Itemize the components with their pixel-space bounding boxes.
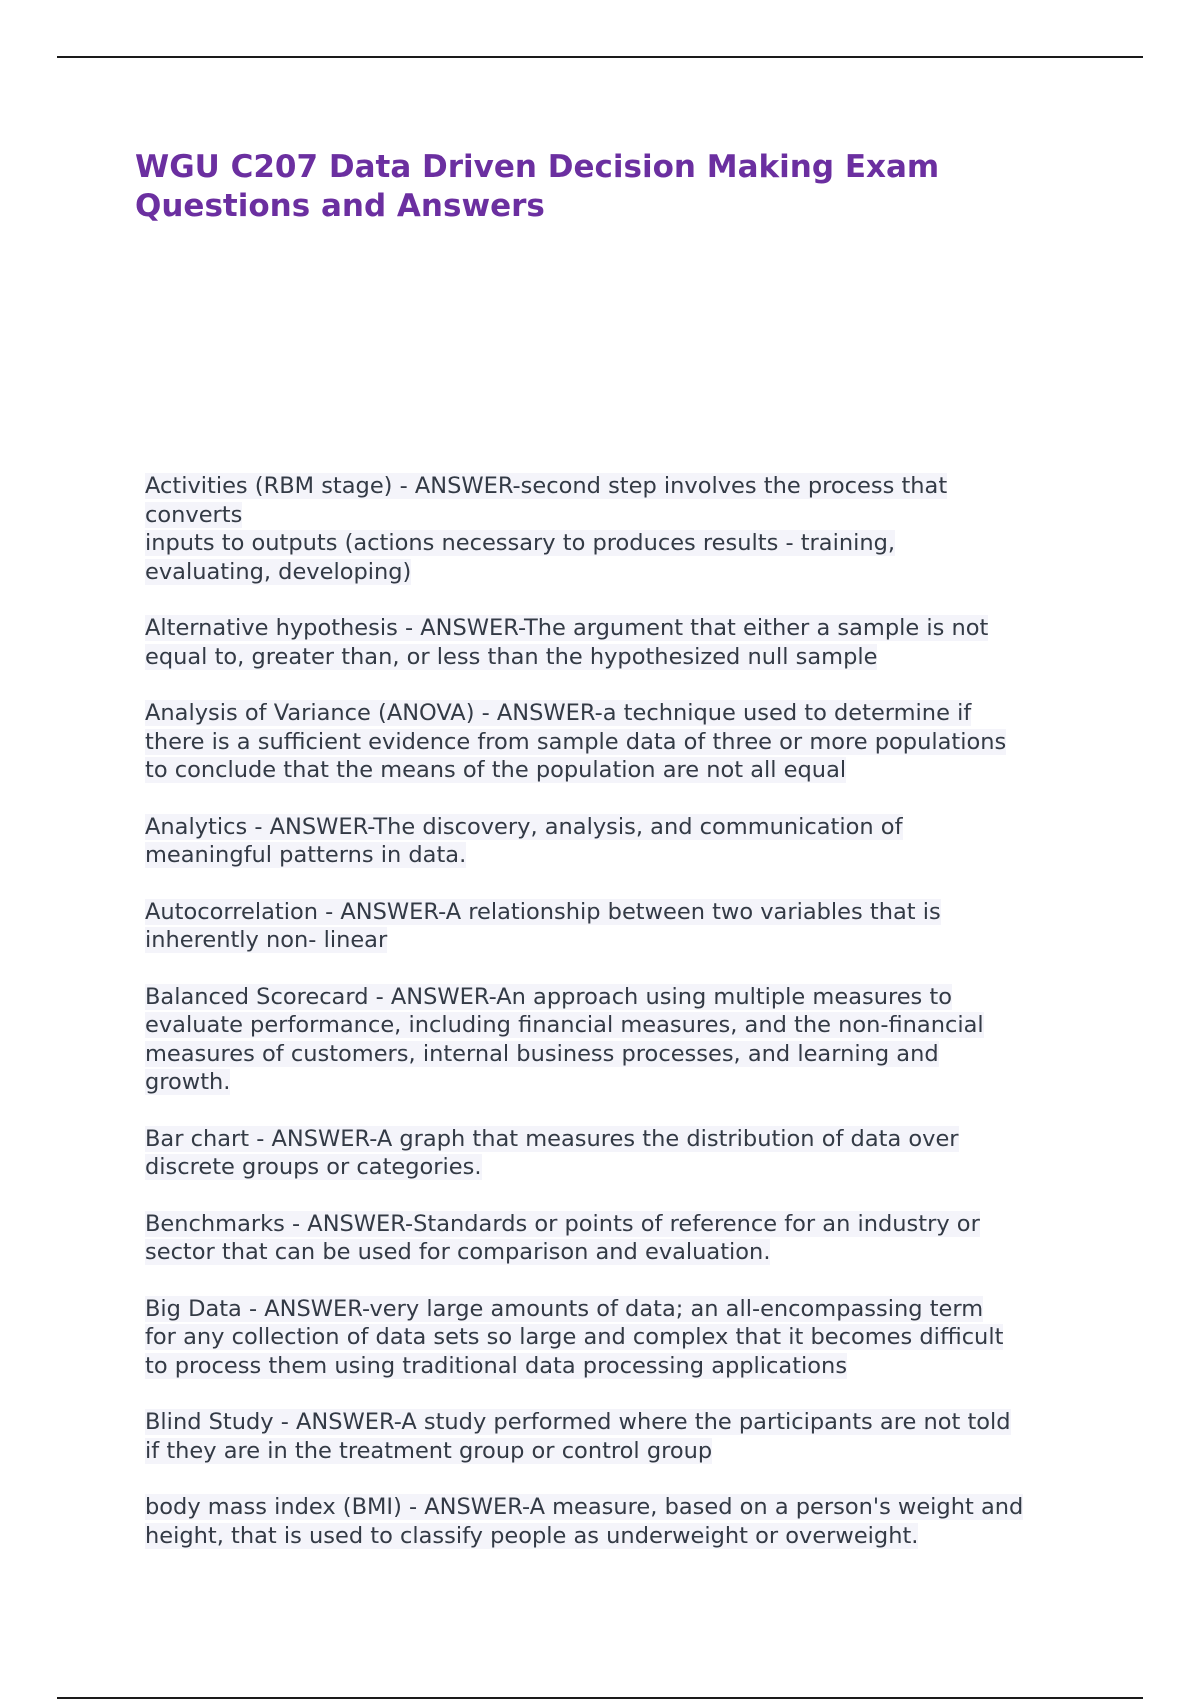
qa-entry-line [145, 1153, 1105, 1182]
bottom-rule [57, 1697, 1143, 1699]
title-line: Questions and Answers [135, 188, 545, 224]
qa-entry-line [145, 813, 1105, 842]
qa-entry-text: if they are in the treatment group or control group [145, 1437, 713, 1464]
qa-entry-text: there is a sufficient evidence from sample data of three or more populations [145, 728, 1007, 755]
qa-entry [145, 983, 1105, 1097]
qa-entry-text: Balanced Scorecard - ANSWER-An approach using multiple measures to [145, 983, 953, 1010]
qa-entry-line [145, 1125, 1105, 1154]
qa-entry-text: Benchmarks - ANSWER-Standards or points of reference for an industry or [145, 1210, 980, 1237]
qa-entry-text: inputs to outputs (actions necessary to produces results - training, [145, 530, 896, 556]
qa-entry-text: measures of customers, internal business processes, and learning and [145, 1040, 939, 1067]
qa-entry-line [145, 614, 1105, 643]
qa-entry-line [145, 1352, 1105, 1381]
qa-entry [145, 898, 1105, 955]
qa-entry [145, 614, 1105, 671]
qa-entry-line [145, 501, 1105, 530]
qa-entry [145, 1295, 1105, 1381]
qa-entry-line [145, 1210, 1105, 1239]
qa-entry-text: Big Data - ANSWER-very large amounts of data; an all-encompassing term [145, 1295, 984, 1322]
qa-entry-text: to conclude that the means of the population are not all equal [145, 757, 847, 783]
qa-entry [145, 699, 1105, 785]
flashcard-list [145, 472, 1105, 1578]
qa-entry-text: meaningful patterns in data. [145, 842, 467, 868]
qa-entry-text: Analytics - ANSWER-The discovery, analysis, and communication of [145, 813, 903, 840]
qa-entry-line [145, 1011, 1105, 1040]
qa-entry-text: evaluating, developing) [145, 558, 412, 585]
qa-entry-text: to process them using traditional data processing applications [145, 1352, 848, 1379]
qa-entry-line [145, 898, 1105, 927]
qa-entry-line [145, 699, 1105, 728]
qa-entry-line [145, 1040, 1105, 1069]
qa-entry [145, 1210, 1105, 1267]
qa-entry-text: body mass index (BMI) - ANSWER-A measure, based on a person's weight and [145, 1494, 1024, 1520]
qa-entry-line [145, 1437, 1105, 1466]
title-line: WGU C207 Data Driven Decision Making Exam [135, 149, 940, 185]
qa-entry-text: Autocorrelation - ANSWER-A relationship between two variables that is [145, 898, 941, 925]
qa-entry-line [145, 756, 1105, 785]
qa-entry-text: inherently non- linear [145, 927, 388, 953]
qa-entry-text: height, that is used to classify people as underweight or overweight. [145, 1522, 919, 1549]
qa-entry-text: converts [145, 501, 243, 528]
qa-entry-line [145, 1238, 1105, 1267]
qa-entry [145, 813, 1105, 870]
qa-entry-line [145, 1323, 1105, 1352]
document-title [135, 148, 1035, 226]
qa-entry-line [145, 643, 1105, 672]
qa-entry [145, 1493, 1105, 1550]
qa-entry-text: Analysis of Variance (ANOVA) - ANSWER-a technique used to determine if [145, 700, 972, 726]
qa-entry-line [145, 841, 1105, 870]
qa-entry-line [145, 1068, 1105, 1097]
qa-entry-text: evaluate performance, including financial measures, and the non-financial [145, 1012, 984, 1038]
qa-entry-line [145, 728, 1105, 757]
qa-entry-line [145, 558, 1105, 587]
qa-entry-line [145, 1493, 1105, 1522]
qa-entry-line [145, 1295, 1105, 1324]
qa-entry-text: for any collection of data sets so large and complex that it becomes difficult [145, 1324, 1004, 1350]
qa-entry-line [145, 1408, 1105, 1437]
qa-entry-text: Alternative hypothesis - ANSWER-The argument that either a sample is not [145, 615, 989, 641]
qa-entry-text: Blind Study - ANSWER-A study performed where the participants are not told [145, 1409, 1011, 1435]
qa-entry [145, 472, 1105, 586]
qa-entry [145, 1125, 1105, 1182]
qa-entry [145, 1408, 1105, 1465]
top-rule [57, 56, 1143, 58]
qa-entry-line [145, 472, 1105, 501]
qa-entry-text: Bar chart - ANSWER-A graph that measures the distribution of data over [145, 1125, 959, 1152]
qa-entry-text: Activities (RBM stage) - ANSWER-second step involves the process that [145, 473, 948, 499]
qa-entry-text: equal to, greater than, or less than the hypothesized null sample [145, 643, 878, 670]
qa-entry-text: growth. [145, 1069, 231, 1095]
qa-entry-line [145, 926, 1105, 955]
qa-entry-text: discrete groups or categories. [145, 1154, 482, 1180]
qa-entry-line [145, 529, 1105, 558]
qa-entry-line [145, 1522, 1105, 1551]
qa-entry-text: sector that can be used for comparison and evaluation. [145, 1239, 771, 1265]
qa-entry-line [145, 983, 1105, 1012]
